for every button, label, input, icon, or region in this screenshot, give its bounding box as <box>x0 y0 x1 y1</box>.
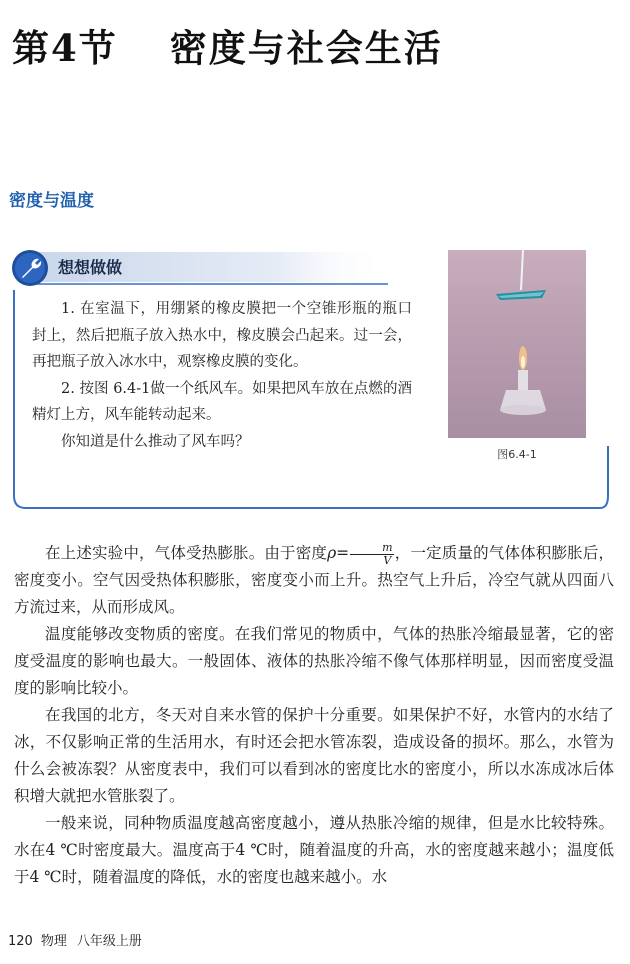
footer-subject: 物理 <box>40 934 67 949</box>
activity-item-1: 1. 在室温下，用绷紧的橡皮膜把一个空锥形瓶的瓶口封上，然后把瓶子放入热水中，橡皮膜会凸起来。过一会，再把瓶子放入冰水中，观察橡皮膜的变化。 <box>32 301 412 370</box>
body-text <box>14 540 614 891</box>
page-number: 120 <box>8 934 33 949</box>
activity-item-2: 2. 按图 6.4-1做一个纸风车。如果把风车放在点燃的酒精灯上方，风车能转动起来。 <box>32 380 412 423</box>
page-footer <box>8 930 142 949</box>
formula-numerator: m <box>350 542 393 555</box>
paragraph-4: 一般来说，同种物质温度越高密度越小，遵从热胀冷缩的规律，但是水比较特殊。水在4 ℃时密度最大。温度高于4 ℃时，随着温度的升高，水的密度越来越小；温度低于4 ℃时，随着温度的降低，水的密度也越来越小。水 <box>14 814 614 886</box>
subsection-heading: 密度与温度 <box>9 191 94 211</box>
section-number: 第4节 <box>12 26 118 70</box>
density-formula-symbol: ρ= <box>327 544 350 562</box>
paragraph-1 <box>14 540 614 621</box>
section-name: 密度与社会生活 <box>169 26 443 70</box>
wrench-icon <box>10 248 50 288</box>
figure-caption: 图6.4-1 <box>497 448 537 461</box>
section-title <box>12 18 443 72</box>
paragraph-2: 温度能够改变物质的密度。在我们常见的物质中，气体的热胀冷缩最显著，它的密度受温度的影响也最大。一般固体、液体的热胀冷缩不像气体那样明显，因而密度受温度的影响比较小。 <box>14 625 614 697</box>
activity-text <box>32 296 412 455</box>
footer-grade: 八年级上册 <box>76 934 142 949</box>
activity-question: 你知道是什么推动了风车吗？ <box>61 433 250 450</box>
paragraph-1-start: 在上述实验中，气体受热膨胀。由于密度 <box>45 544 328 562</box>
paragraph-1-end: ，一定质量的气体体积膨胀后，密度变小。空气因受热体积膨胀，密度变小而上升。热空气上升后，冷空气就从四面八方流过来，从而形成风。 <box>14 544 614 616</box>
activity-label: 想想做做 <box>58 258 123 277</box>
pinwheel-photo <box>448 250 586 438</box>
formula-denominator: V <box>383 553 392 567</box>
paragraph-3: 在我国的北方，冬天对自来水管的保护十分重要。如果保护不好，水管内的水结了冰，不仅影响正常的生活用水，有时还会把水管冻裂，造成设备的损坏。那么，水管为什么会被冻裂？从密度表中，我们可以看到冰的密度比水的密度小，所以水冻成冰后体积增大就把水管胀裂了。 <box>14 706 614 805</box>
density-formula <box>350 542 393 567</box>
